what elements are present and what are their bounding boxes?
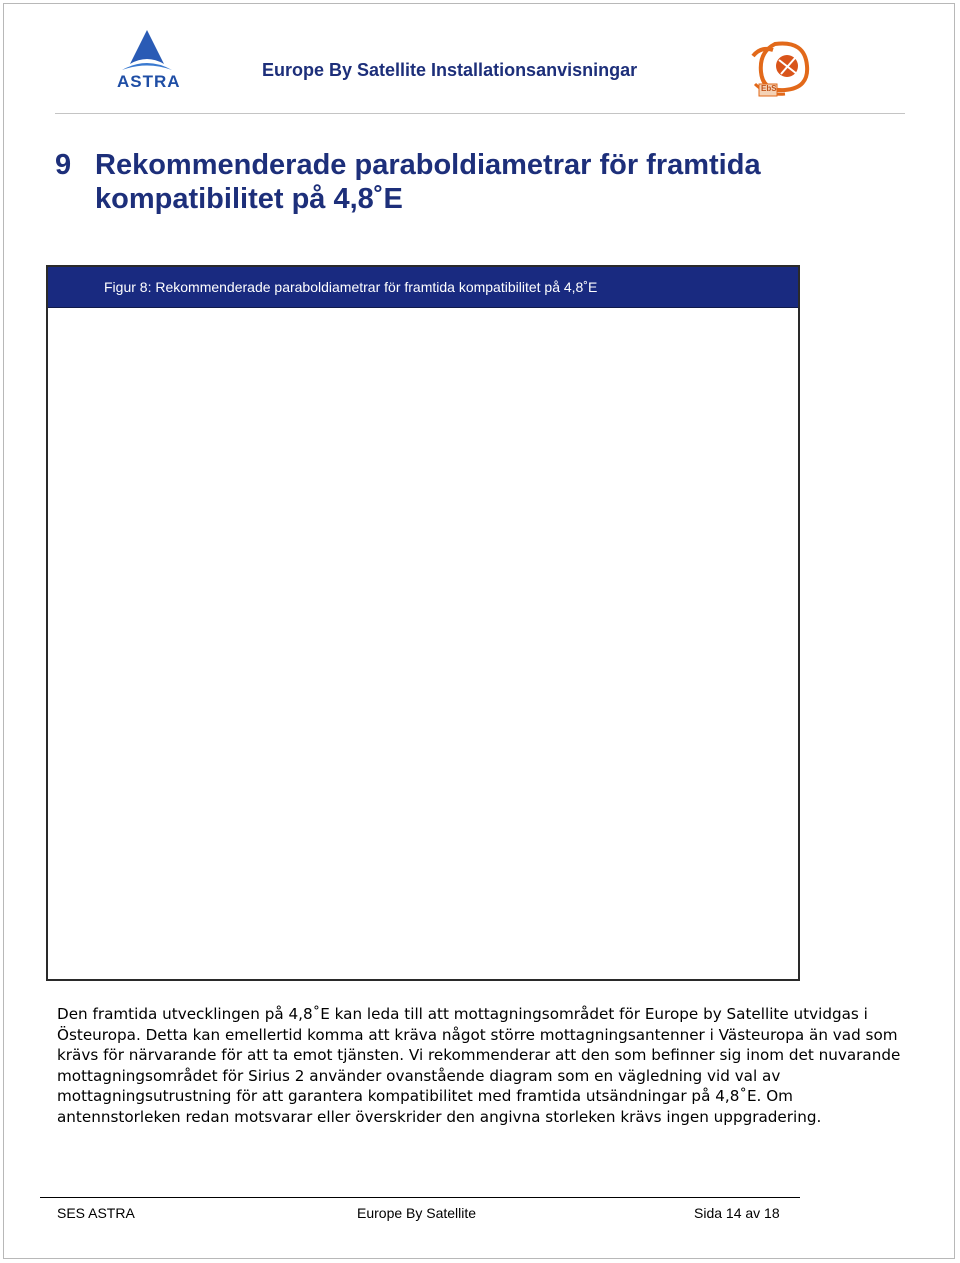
body-paragraph: Den framtida utvecklingen på 4,8˚E kan leda till att mottagningsområdet för Europe by Satellite utvidgas i Östeuropa. Detta kan emellertid komma att kräva något större mottagningsantenner i Västeuropa än vad som krävs för närvarande för att ta emot tjänsten. Vi rekommenderar att den som befinner sig inom det nuvarande mottagningsområdet för Sirius 2 använder ovanstående diagram som en vägledning vid val av mottagningsutrustning för att garantera kompatibilitet med framtida utsändningar på 4,8˚E. Om antennstorleken redan motsvarar eller överskrider den angivna storleken krävs ingen uppgradering. [57,1005,901,1126]
footer-document: Europe By Satellite [357,1205,477,1221]
header-title: Europe By Satellite Installationsanvisningar [262,60,638,80]
footer-rule [40,1197,800,1198]
section-title: Rekommenderade paraboldiametrar för framtida kompatibilitet på 4,8˚E [95,149,761,215]
figure-image-area [48,308,798,979]
section-heading [55,148,875,216]
ebs-logo-text: EbS [761,84,777,93]
figure-frame [46,265,800,981]
astra-logo-text: ASTRA [117,72,181,91]
footer-page-number: Sida 14 av 18 [694,1205,780,1221]
ebs-logo [745,38,817,100]
header-rule [55,113,905,114]
figure-caption-bar [48,267,798,308]
figure-caption: Figur 8: Rekommenderade paraboldiametrar för framtida kompatibilitet på 4,8˚E [104,279,598,295]
footer-company: SES ASTRA [57,1205,135,1221]
section-number: 9 [55,149,72,181]
astra-logo [112,28,182,94]
